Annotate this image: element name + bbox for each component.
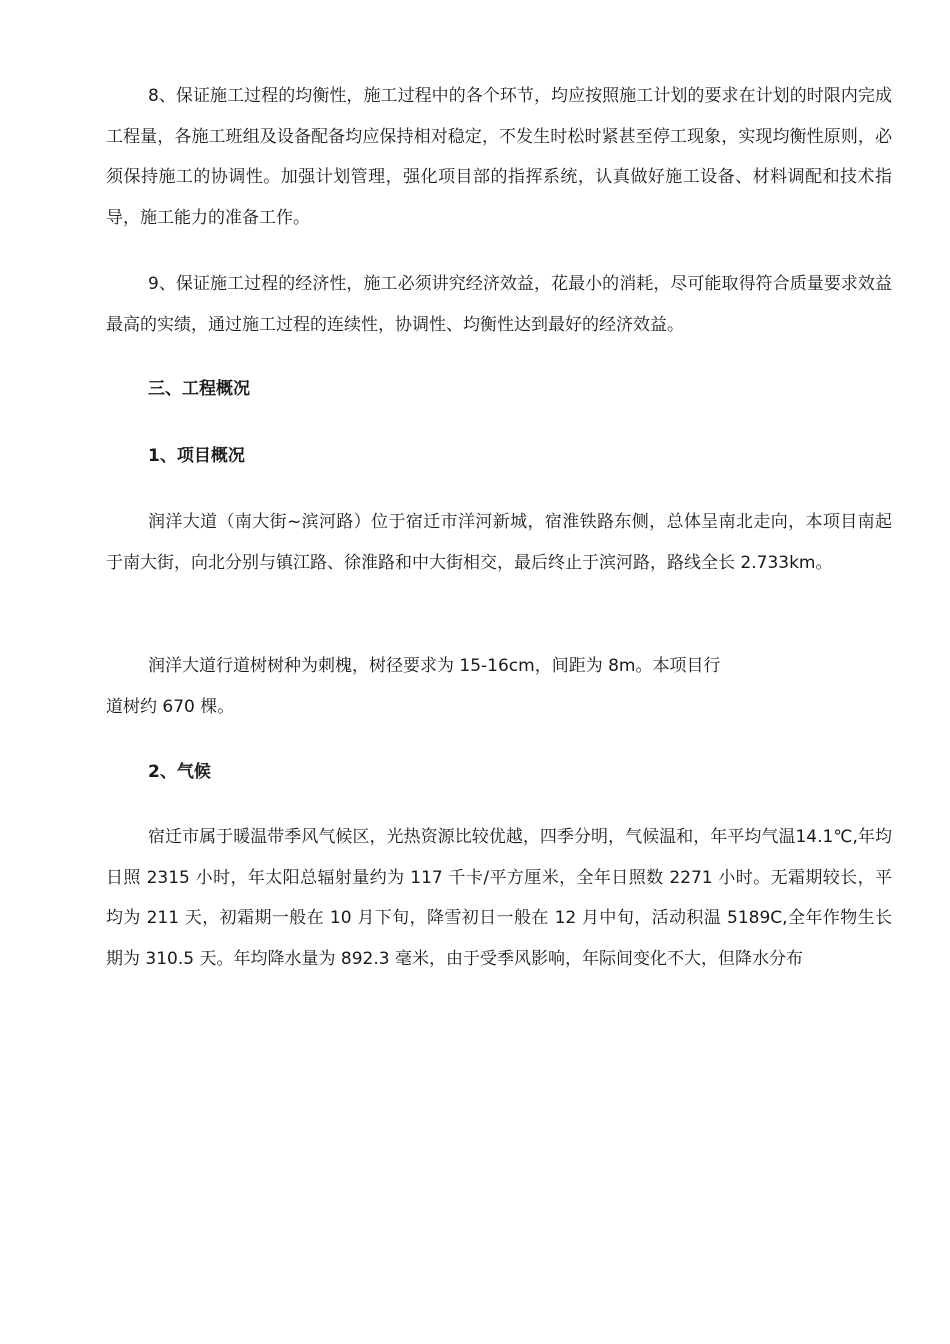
paragraph-project-overview: 润洋大道（南大街~滨河路）位于宿迁市洋河新城，宿淮铁路东侧，总体呈南北走向，本项目南起于南大街，向北分别与镇江路、徐淮路和中大街相交，最后终止于滨河路，路线全长 2.733km。 [106, 512, 892, 573]
paragraph-item-8: 8、保证施工过程的均衡性，施工过程中的各个环节，均应按照施工计划的要求在计划的时限内完成工程量，各施工班组及设备配备均应保持相对稳定，不发生时松时紧甚至停工现象，实现均衡性原则，必须保持施工的协调性。加强计划管理，强化项目部的指挥系统，认真做好施工设备、材料调配和技术指导，施工能力的准备工作。 [106, 86, 892, 228]
section-heading-project-overview: 三、工程概况 [148, 379, 250, 399]
paragraph-climate: 宿迁市属于暖温带季风气候区，光热资源比较优越，四季分明，气候温和，年平均气温14.1℃,年均日照 2315 小时，年太阳总辐射量约为 117 千卡/平方厘米，全年日照数 2271 小时。无霜期较长，平均为 211 天，初霜期一般在 10 月下旬，降雪初日一般在 12 月中旬，活动积温 5189C,全年作物生长期为 310.5 天。年均降水量为 892.3 毫米，由于受季风影响，年际间变化不大，但降水分布 [106, 827, 892, 969]
subsection-heading-climate: 2、气候 [148, 762, 211, 782]
street-trees-line-2: 道树约 670 棵。 [106, 696, 235, 717]
paragraph-street-trees [106, 646, 892, 727]
subsection-heading-project-summary: 1、项目概况 [148, 446, 245, 466]
paragraph-item-9: 9、保证施工过程的经济性，施工必须讲究经济效益，花最小的消耗，尽可能取得符合质量要求效益最高的实绩，通过施工过程的连续性，协调性、均衡性达到最好的经济效益。 [106, 274, 892, 335]
street-trees-line-1: 润洋大道行道树树种为刺槐，树径要求为 15-16cm，间距为 8m。本项目行 [148, 656, 721, 676]
